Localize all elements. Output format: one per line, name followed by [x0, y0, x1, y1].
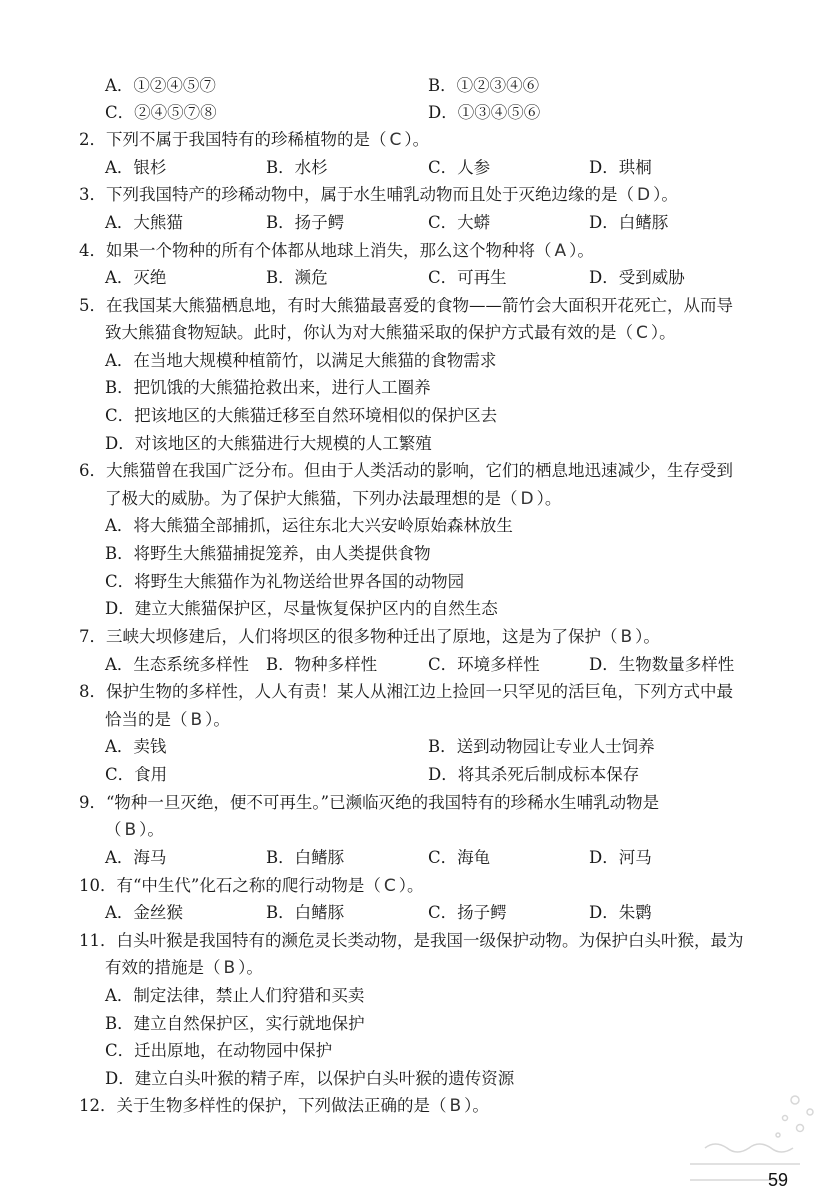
option-b: B．送到动物园让专业人士饲养	[428, 737, 655, 756]
option-d: D．建立大熊猫保护区，尽量恢复保护区内的自然生态	[105, 599, 498, 618]
option-d: D．河马	[589, 848, 652, 867]
answer: D	[520, 489, 534, 509]
option-b: B．扬子鳄	[266, 213, 345, 232]
question-5-cont: 致大熊猫食物短缺。此时，你认为对大熊猫采取的保护方式最有效的是（ C ）。	[105, 323, 676, 343]
answer: B	[223, 958, 236, 978]
question-7: 7．三峡大坝修建后，人们将坝区的很多物种迁出了原地，这是为了保护（ B ）。	[79, 627, 660, 647]
question-8-cont: 恰当的是（ B ）。	[105, 710, 230, 730]
option-b: B．物种多样性	[266, 655, 378, 674]
option-c: C．海龟	[428, 848, 491, 867]
option-a: A．金丝猴	[105, 903, 183, 922]
question-2: 2．下列不属于我国特有的珍稀植物的是（ C ）。	[79, 130, 430, 150]
answer: B	[124, 820, 137, 840]
option-a: A．银杉	[105, 158, 167, 177]
option-b: B．①②③④⑥	[428, 76, 540, 95]
question-8: 8．保护生物的多样性，人人有责！某人从湘江边上捡回一只罕见的活巨龟，下列方式中最	[79, 682, 733, 701]
option-b: B．濒危	[266, 268, 328, 287]
option-a: A．海马	[105, 848, 167, 867]
option-c: C．迁出原地，在动物园中保护	[105, 1041, 333, 1060]
option-c: C．把该地区的大熊猫迁移至自然环境相似的保护区去	[105, 406, 498, 425]
question-12: 12．关于生物多样性的保护，下列做法正确的是（ B ）。	[79, 1096, 489, 1116]
option-b: B．白鳍豚	[266, 848, 345, 867]
option-c: C．食用	[105, 765, 168, 784]
option-a: A．大熊猫	[105, 213, 183, 232]
question-5: 5．在我国某大熊猫栖息地，有时大熊猫最喜爱的食物——箭竹会大面积开花死亡，从而导	[79, 296, 733, 315]
option-c: C．大蟒	[428, 213, 491, 232]
answer: D	[637, 185, 651, 205]
option-b: B．建立自然保护区，实行就地保护	[105, 1014, 365, 1033]
option-b: B．把饥饿的大熊猫抢救出来，进行人工圈养	[105, 378, 431, 397]
option-d: D．建立白头叶猴的精子库，以保护白头叶猴的遗传资源	[105, 1069, 515, 1088]
answer: A	[554, 241, 567, 261]
question-6: 6．大熊猫曾在我国广泛分布。但由于人类活动的影响，它们的栖息地迅速减少，生存受到	[79, 461, 733, 480]
question-4: 4．如果一个物种的所有个体都从地球上消失，那么这个物种将（ A ）。	[79, 241, 594, 261]
option-d: D．将其杀死后制成标本保存	[428, 765, 640, 784]
option-d: D．对该地区的大熊猫进行大规模的人工繁殖	[105, 434, 432, 453]
option-b: B．水杉	[266, 158, 328, 177]
question-3: 3．下列我国特产的珍稀动物中，属于水生哺乳动物而且处于灭绝边缘的是（ D ）。	[79, 185, 678, 205]
option-c: C．人参	[428, 158, 491, 177]
option-b: B．将野生大熊猫捕捉笼养，由人类提供食物	[105, 544, 431, 563]
option-c: C．②④⑤⑦⑧	[105, 103, 217, 122]
option-d: D．受到威胁	[589, 268, 685, 287]
option-d: D．朱鹮	[589, 903, 652, 922]
option-a: A．生态系统多样性	[105, 655, 249, 674]
question-11: 11．白头叶猴是我国特有的濒危灵长类动物，是我国一级保护动物。为保护白头叶猴，最为	[79, 931, 744, 950]
question-10: 10．有“中生代”化石之称的爬行动物是（ C ）。	[79, 876, 424, 896]
option-d: D．①③④⑤⑥	[428, 103, 541, 122]
answer: C	[389, 130, 402, 150]
answer: B	[449, 1096, 462, 1116]
question-6-cont: 了极大的威胁。为了保护大熊猫，下列办法最理想的是（ D ）。	[105, 489, 562, 509]
option-c: C．扬子鳄	[428, 903, 507, 922]
option-a: A．①②④⑤⑦	[105, 76, 216, 95]
option-a: A．制定法律，禁止人们狩猎和买卖	[105, 986, 365, 1005]
option-a: A．灭绝	[105, 268, 167, 287]
option-d: D．生物数量多样性	[589, 655, 735, 674]
answer: B	[190, 710, 203, 730]
answer: C	[383, 876, 396, 896]
answer: B	[620, 627, 633, 647]
option-d: D．白鳍豚	[589, 213, 669, 232]
option-a: A．将大熊猫全部捕抓，运往东北大兴安岭原始森林放生	[105, 516, 513, 535]
option-a: A．在当地大规模种植箭竹，以满足大熊猫的食物需求	[105, 351, 497, 370]
option-c: C．环境多样性	[428, 655, 540, 674]
question-9: 9．“物种一旦灭绝，便不可再生。”已濒临灭绝的我国特有的珍稀水生哺乳动物是	[79, 793, 660, 812]
option-b: B．白鳍豚	[266, 903, 345, 922]
page-number: 59	[768, 1170, 789, 1190]
option-c: C．将野生大熊猫作为礼物送给世界各国的动物园	[105, 572, 465, 591]
question-11-cont: 有效的措施是（ B ）。	[105, 958, 263, 978]
option-c: C．可再生	[428, 268, 507, 287]
question-9-cont: （ B ）。	[105, 820, 164, 840]
answer: C	[636, 323, 648, 343]
option-a: A．卖钱	[105, 737, 167, 756]
watermark-logo	[660, 1080, 825, 1198]
option-d: D．珙桐	[589, 158, 652, 177]
